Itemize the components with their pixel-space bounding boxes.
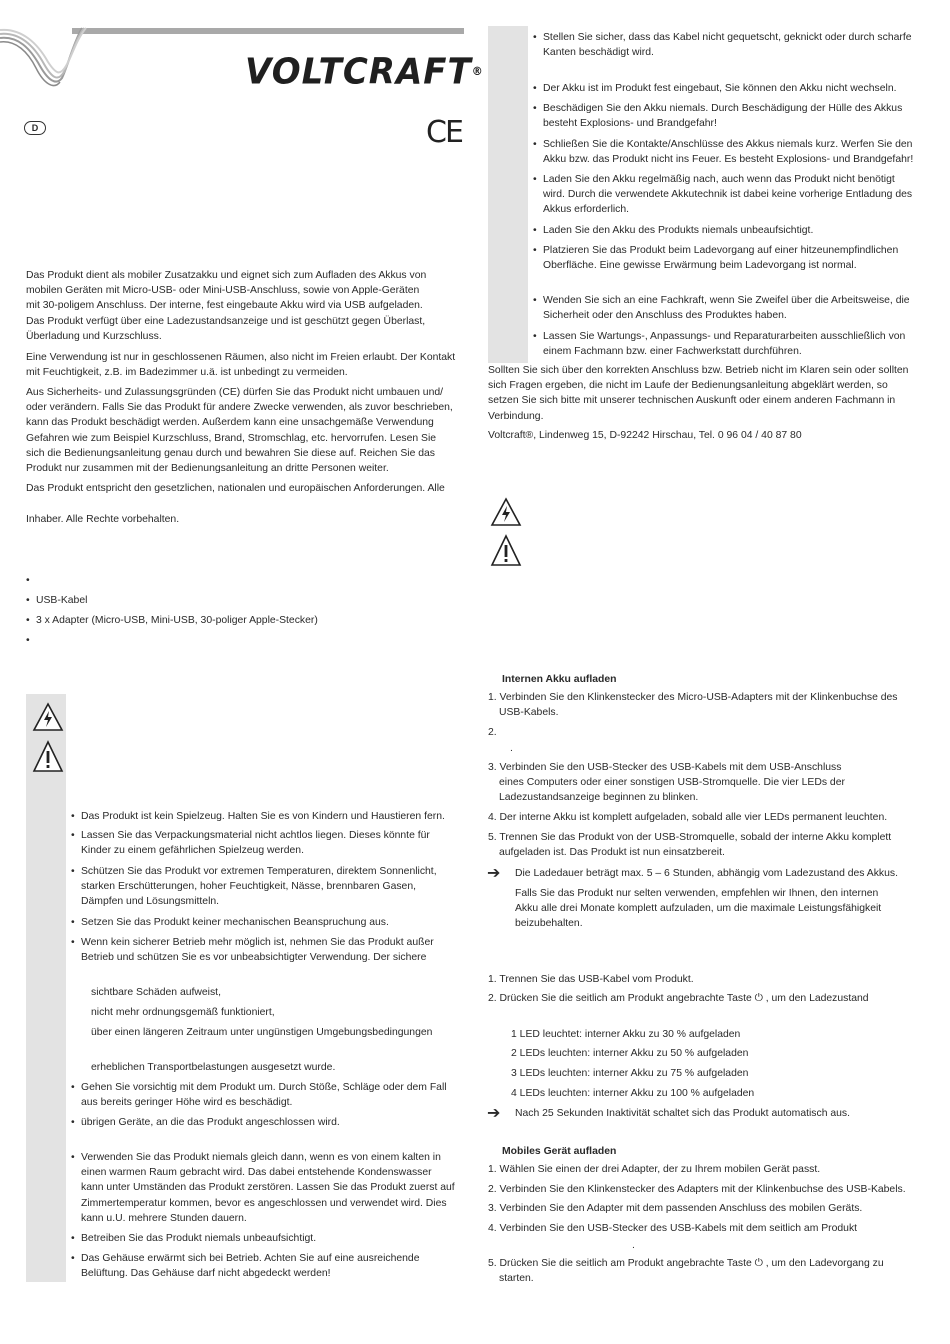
charge-step <box>488 810 887 825</box>
safety-item: • Schließen Sie die Kontakte/Anschlüsse des Akkus niemals kurz. Werfen Sie den Akku bzw. das Produkt nicht ins Feuer. Es besteht Explosions- und Brandgefahr! <box>543 137 913 167</box>
text-line: 4 LEDs leuchten: interner Akku zu 100 % aufgeladen <box>511 1088 755 1099</box>
led-level <box>511 1027 740 1042</box>
charge-step <box>488 690 898 720</box>
text-line: mit Feuchtigkeit, z.B. im Badezimmer u.ä. ist unbedingt zu vermeiden. <box>26 367 348 379</box>
safety-subitem <box>91 985 221 1000</box>
text-line: Schützen Sie das Produkt vor extremen Temperaturen, direktem Sonnenlicht, <box>81 866 437 877</box>
intro-paragraph-1 <box>26 268 426 344</box>
scope-item-label: USB-Kabel <box>36 595 88 606</box>
text-line: Betrieb und schützen Sie es vor unbeabsichtigter Verwendung. Der sichere <box>81 952 427 964</box>
safety-item: • Wenn kein sicherer Betrieb mehr möglich ist, nehmen Sie das Produkt außer Betrieb und schützen Sie es vor unbeabsichtigter Verwendung. Der sichere <box>81 935 434 965</box>
charge-step <box>488 830 891 860</box>
electric-shock-warning-icon <box>32 702 64 732</box>
mobile-step <box>488 1221 857 1236</box>
safety-item: • Laden Sie den Akku des Produkts niemals unbeaufsichtigt. <box>543 223 813 238</box>
text-line: wird. Durch die verwendete Akkutechnik ist dabei keine vorherige Entladung des <box>543 189 913 201</box>
safety-item: • Gehen Sie vorsichtig mit dem Produkt um. Durch Stöße, Schläge oder dem Fall aus bereits geringer Höhe wird es beschädigt. <box>81 1080 447 1110</box>
arrow-right-icon: ➔ <box>487 865 501 882</box>
charge-step <box>510 741 513 756</box>
heading-text: Internen Akku aufladen <box>502 674 617 685</box>
company-address <box>488 428 802 443</box>
heading-text: Mobiles Gerät aufladen <box>502 1146 617 1157</box>
brand-name: VOLTCRAFT <box>245 51 472 93</box>
safety-item: • Das Produkt ist kein Spielzeug. Halten Sie es von Kindern und Haustieren fern. <box>81 809 445 824</box>
text-line: 3. Verbinden Sie den Adapter mit dem passenden Anschluss des mobilen Geräts. <box>488 1203 863 1214</box>
safety-item: • übrigen Geräte, an die das Produkt angeschlossen wird. <box>81 1115 340 1130</box>
text-line: mit 30-poligem Anschluss. Der interne, fest eingebaute Akku wird via USB aufgeladen. <box>26 300 423 312</box>
safety-item: • Platzieren Sie das Produkt beim Ladevorgang auf einer hitzeunempfindlichen Oberfläche. Eine gewisse Erwärmung beim Ladevorgang ist normal. <box>543 243 898 273</box>
text-line: Betreiben Sie das Produkt niemals unbeaufsichtigt. <box>81 1233 317 1244</box>
text-line: Wenden Sie sich an eine Fachkraft, wenn Sie Zweifel über die Arbeitsweise, die <box>543 295 910 306</box>
text-line: Das Gehäuse erwärmt sich bei Betrieb. Achten Sie auf eine ausreichende <box>81 1253 420 1264</box>
text-line: Der Akku ist im Produkt fest eingebaut, Sie können den Akku nicht wechseln. <box>543 83 897 94</box>
scope-item: • USB-Kabel <box>26 595 88 606</box>
text-line: Ladezustandsanzeige beginnen zu blinken. <box>499 792 699 804</box>
led-level <box>511 1046 748 1061</box>
safety-item: • Der Akku ist im Produkt fest eingebaut, Sie können den Akku nicht wechseln. <box>543 81 896 96</box>
ce-mark-label: CE <box>426 115 462 150</box>
text-line: kann u.U. mehrere Stunden dauern. <box>81 1212 247 1224</box>
text-line: 1. Wählen Sie einen der drei Adapter, der zu Ihrem mobilen Gerät passt. <box>488 1164 821 1175</box>
safety-item: • Setzen Sie das Produkt keiner mechanischen Beanspruchung aus. <box>81 915 389 930</box>
text-line: Überladung und Kurzschluss. <box>26 330 162 342</box>
safety-item: • Laden Sie den Akku regelmäßig nach, auch wenn das Produkt nicht benötigt wird. Durch die verwendete Akkutechnik ist dabei keine vorherige Entladung des Akkus erforderlich. <box>543 172 912 218</box>
text-line: Das Produkt dient als mobiler Zusatzakku und eignet sich zum Aufladen des Akkus von <box>26 270 427 281</box>
text-line: Eine Verwendung ist nur in geschlossenen Räumen, also nicht im Freien erlaubt. Der Kontakt <box>26 352 456 363</box>
text-line: Zimmertemperatur kommen, bevor es angeschlossen und verwendet wird. Dies <box>81 1197 447 1209</box>
text-line: 2. Drücken Sie die seitlich am Produkt angebrachte Taste ⏻ , um den Ladezustand <box>488 993 869 1004</box>
intro-paragraph-2 <box>26 350 455 380</box>
text-line: Das Produkt verfügt über eine Ladezustandsanzeige und ist geschützt gegen Überlast, <box>26 315 426 327</box>
text-line: sichtbare Schäden aufweist, <box>91 987 221 998</box>
language-badge <box>24 121 46 135</box>
intro-paragraph-4 <box>26 481 445 496</box>
text-line: Gehen Sie vorsichtig mit dem Produkt um. Durch Stöße, Schläge oder dem Fall <box>81 1082 447 1093</box>
text-line: 1. Verbinden Sie den Klinkenstecker des Micro-USB-Adapters mit der Klinkenbuchse des <box>488 692 898 703</box>
text-line: starken Erschütterungen, hoher Feuchtigkeit, Nässe, brennbaren Gasen, <box>81 881 417 893</box>
safety-item: • Verwenden Sie das Produkt niemals gleich dann, wenn es von einem kalten in einen warmen Raum gebracht wird. Das dabei entstehende Kondenswasser kann unter Umständen das Produkt zerstören. Lassen Sie das Produkt zuerst auf Zimmertemperatur kommen, bevor es angeschlossen und verwendet wird. Dies kann u.U. mehrere Stunden dauern. <box>81 1150 455 1226</box>
text-line: starten. <box>499 1273 534 1285</box>
mobile-heading <box>502 1144 616 1159</box>
contact-paragraph <box>488 363 908 424</box>
safety-subitem <box>91 1025 432 1040</box>
text-line: mobilen Geräten mit Micro-USB- oder Mini-USB-Anschluss, sowie von Apple-Geräten <box>26 285 420 297</box>
charge-note-detail <box>515 886 881 932</box>
text-line: Laden Sie den Akku des Produkts niemals unbeaufsichtigt. <box>543 225 814 236</box>
scope-item: • 3 x Adapter (Micro-USB, Mini-USB, 30-poliger Apple-Stecker) <box>26 615 318 626</box>
text-line: Sollten Sie sich über den korrekten Anschluss bzw. Betrieb nicht im Klaren sein oder sollten <box>488 365 909 376</box>
text-line: beizubehalten. <box>515 918 583 930</box>
text-line: Akku alle drei Monate komplett aufzuladen, um die maximale Leistungsfähigkeit <box>515 903 882 915</box>
charge-step <box>488 760 845 806</box>
text-line: Inhaber. Alle Rechte vorbehalten. <box>26 514 180 525</box>
text-line: Laden Sie den Akku regelmäßig nach, auch wenn das Produkt nicht benötigt <box>543 174 895 185</box>
safety-item: • Schützen Sie das Produkt vor extremen Temperaturen, direktem Sonnenlicht, starken Erschütterungen, hoher Feuchtigkeit, Nässe, brennbaren Gasen, Dämpfen und Lösungsmitteln. <box>81 864 437 910</box>
text-line: oder verändern. Falls Sie das Produkt für andere Zwecke verwenden, als zuvor beschrieben, <box>26 402 453 414</box>
text-line: setzen Sie sich bitte mit unserer technischen Auskunft oder einem anderen Fachmann in <box>488 395 896 407</box>
text-line: nicht mehr ordnungsgemäß funktioniert, <box>91 1007 275 1018</box>
safety-item: • Lassen Sie Wartungs-, Anpassungs- und Reparaturarbeiten ausschließlich von einem Fachmann bzw. einer Fachwerkstatt durchführen. <box>543 329 905 359</box>
charge-step <box>488 725 497 740</box>
mobile-step <box>488 1201 862 1216</box>
safety-item: • Stellen Sie sicher, dass das Kabel nicht gequetscht, geknickt oder durch scharfe Kanten beschädigt wird. <box>543 30 912 60</box>
mobile-step <box>488 1256 884 1286</box>
safety-sidebar <box>26 694 66 1282</box>
text-line: Das Produkt ist kein Spielzeug. Halten Sie es von Kindern und Haustieren fern. <box>81 811 445 822</box>
text-line: 1 LED leuchtet: interner Akku zu 30 % aufgeladen <box>511 1029 741 1040</box>
language-badge-label: D <box>31 123 39 133</box>
text-line: Falls Sie das Produkt nur selten verwenden, empfehlen wir Ihnen, den internen <box>515 888 879 899</box>
text-line: aufgeladen ist. Das Produkt ist nun einsatzbereit. <box>499 847 725 859</box>
registered-mark: ® <box>471 64 484 79</box>
text-line: Produkt nur zusammen mit der Bedienungsanleitung an dritte Personen weiter. <box>26 463 389 475</box>
safety-item: • Betreiben Sie das Produkt niemals unbeaufsichtigt. <box>81 1231 316 1246</box>
text-line: Stellen Sie sicher, dass das Kabel nicht gequetscht, geknickt oder durch scharfe <box>543 32 912 43</box>
exclamation-warning-icon <box>32 740 64 774</box>
text-line: über einen längeren Zeitraum unter ungünstigen Umgebungsbedingungen <box>91 1027 433 1038</box>
text-line: Gefahren wie zum Beispiel Kurzschluss, Brand, Stromschlag, etc. hervorrufen. Lesen Sie <box>26 432 437 444</box>
text-line: erheblichen Transportbelastungen ausgesetzt wurde. <box>91 1062 336 1073</box>
text-line: Die Ladedauer beträgt max. 5 – 6 Stunden, abhängig vom Ladezustand des Akkus. <box>515 868 898 879</box>
text-line: einen warmen Raum gebracht wird. Das dabei entstehende Kondenswasser <box>81 1167 432 1179</box>
text-line: 1. Trennen Sie das USB-Kabel vom Produkt. <box>488 974 694 985</box>
safety-item: • Beschädigen Sie den Akku niemals. Durch Beschädigung der Hülle des Akkus besteht Explosions- und Brandgefahr! <box>543 101 902 131</box>
text-line: besteht Explosions- und Brandgefahr! <box>543 118 717 130</box>
text-line: Dämpfen und Lösungsmitteln. <box>81 896 220 908</box>
text-line: USB-Kabels. <box>499 707 559 719</box>
text-line: Das Produkt entspricht den gesetzlichen, nationalen und europäischen Anforderungen. Alle <box>26 483 445 494</box>
text-line: 2. <box>488 727 497 738</box>
text-line: aus bereits geringer Höhe wird es beschädigt. <box>81 1097 293 1109</box>
text-line: Akkus erforderlich. <box>543 204 630 216</box>
text-line: Nach 25 Sekunden Inaktivität schaltet sich das Produkt automatisch aus. <box>515 1108 850 1119</box>
text-line: Schließen Sie die Kontakte/Anschlüsse des Akkus niemals kurz. Werfen Sie den <box>543 139 913 150</box>
text-line: kann das Produkt beschädigt werden. Außerdem kann eine unsachgemäße Verwendung <box>26 417 434 429</box>
text-line: Sicherheit oder den Anschluss des Produktes haben. <box>543 310 787 322</box>
text-line: einem Fachmann bzw. einer Fachwerkstatt durchführen. <box>543 346 802 358</box>
state-note <box>515 1106 850 1121</box>
safety-item: • Lassen Sie das Verpackungsmaterial nicht achtlos liegen. Dieses könnte für Kinder zu einem gefährlichen Spielzeug werden. <box>81 828 430 858</box>
text-line: eines Computers oder einer sonstigen USB-Stromquelle. Die vier LEDs der <box>499 777 845 789</box>
electric-shock-warning-icon <box>490 497 522 527</box>
text-line: . <box>632 1240 635 1251</box>
text-line: Kanten beschädigt wird. <box>543 47 654 59</box>
intro-paragraph-3 <box>26 385 453 476</box>
safety-sidebar-right <box>488 26 528 363</box>
text-line: Belüftung. Das Gehäuse darf nicht abgedeckt werden! <box>81 1268 331 1280</box>
text-line: 2 LEDs leuchten: interner Akku zu 50 % aufgeladen <box>511 1048 749 1059</box>
scope-item-label: 3 x Adapter (Micro-USB, Mini-USB, 30-poliger Apple-Stecker) <box>36 615 318 626</box>
safety-item: • Wenden Sie sich an eine Fachkraft, wenn Sie Zweifel über die Arbeitsweise, die Sicherheit oder den Anschluss des Produktes haben. <box>543 293 910 323</box>
text-line: Voltcraft®, Lindenweg 15, D-92242 Hirschau, Tel. 0 96 04 / 40 87 80 <box>488 430 802 441</box>
mobile-step <box>488 1182 906 1197</box>
text-line: Akku bzw. das Produkt nicht ins Feuer. Es besteht Explosions- und Brandgefahr! <box>543 154 914 166</box>
text-line: 4. Verbinden Sie den USB-Stecker des USB-Kabels mit dem seitlich am Produkt <box>488 1223 858 1234</box>
text-line: . <box>510 743 513 754</box>
text-line: Oberfläche. Eine gewisse Erwärmung beim Ladevorgang ist normal. <box>543 260 857 272</box>
brand-logo <box>245 51 484 93</box>
mobile-step <box>488 1162 820 1177</box>
text-line: Aus Sicherheits- und Zulassungsgründen (CE) dürfen Sie das Produkt nicht umbauen und/ <box>26 387 444 398</box>
text-line: 3 LEDs leuchten: interner Akku zu 75 % aufgeladen <box>511 1068 749 1079</box>
text-line: 4. Der interne Akku ist komplett aufgeladen, sobald alle vier LEDs permanent leuchten. <box>488 812 888 823</box>
safety-item: • Das Gehäuse erwärmt sich bei Betrieb. Achten Sie auf eine ausreichende Belüftung. Das Gehäuse darf nicht abgedeckt werden! <box>81 1251 419 1281</box>
safety-subitem <box>91 1005 275 1020</box>
text-line: Verwenden Sie das Produkt niemals gleich dann, wenn es von einem kalten in <box>81 1152 441 1163</box>
text-line: Wenn kein sicherer Betrieb mehr möglich ist, nehmen Sie das Produkt außer <box>81 937 434 948</box>
text-line: 5. Trennen Sie das Produkt von der USB-Stromquelle, sobald der interne Akku komplett <box>488 832 892 843</box>
text-line: Verbindung. <box>488 410 544 422</box>
arrow-right-icon: ➔ <box>487 1105 501 1122</box>
charge-note <box>515 866 898 881</box>
ce-mark <box>426 117 462 149</box>
state-step <box>488 972 694 987</box>
text-line: Setzen Sie das Produkt keiner mechanischen Beanspruchung aus. <box>81 917 389 928</box>
text-line: 2. Verbinden Sie den Klinkenstecker des Adapters mit der Klinkenbuchse des USB-Kabels. <box>488 1184 906 1195</box>
text-line: kann unter Umständen das Produkt zerstören. Lassen Sie das Produkt zuerst auf <box>81 1182 455 1194</box>
exclamation-warning-icon <box>490 534 522 568</box>
text-line: sich Fragen ergeben, die nicht im Laufe der Bedienungsanleitung abgeklärt werden, so <box>488 380 888 392</box>
state-step <box>488 991 869 1006</box>
mobile-step <box>632 1238 635 1253</box>
text-line: Kinder zu einem gefährlichen Spielzeug werden. <box>81 845 304 857</box>
led-level <box>511 1086 754 1101</box>
text-line: Lassen Sie das Verpackungsmaterial nicht achtlos liegen. Dieses könnte für <box>81 830 430 841</box>
text-line: sich die Bedienungsanleitung genau durch und bewahren Sie diese auf. Reichen Sie das <box>26 447 435 459</box>
intro-paragraph-5 <box>26 512 179 527</box>
charge-heading <box>502 672 617 687</box>
text-line: Beschädigen Sie den Akku niemals. Durch Beschädigung der Hülle des Akkus <box>543 103 903 114</box>
text-line: Platzieren Sie das Produkt beim Ladevorgang auf einer hitzeunempfindlichen <box>543 245 899 256</box>
text-line: übrigen Geräte, an die das Produkt angeschlossen wird. <box>81 1117 340 1128</box>
safety-subitem <box>91 1060 335 1075</box>
text-line: Lassen Sie Wartungs-, Anpassungs- und Reparaturarbeiten ausschließlich von <box>543 331 906 342</box>
text-line: 5. Drücken Sie die seitlich am Produkt angebrachte Taste ⏻ , um den Ladevorgang zu <box>488 1258 884 1269</box>
text-line: 3. Verbinden Sie den USB-Stecker des USB-Kabels mit dem USB-Anschluss <box>488 762 842 773</box>
led-level <box>511 1066 748 1081</box>
